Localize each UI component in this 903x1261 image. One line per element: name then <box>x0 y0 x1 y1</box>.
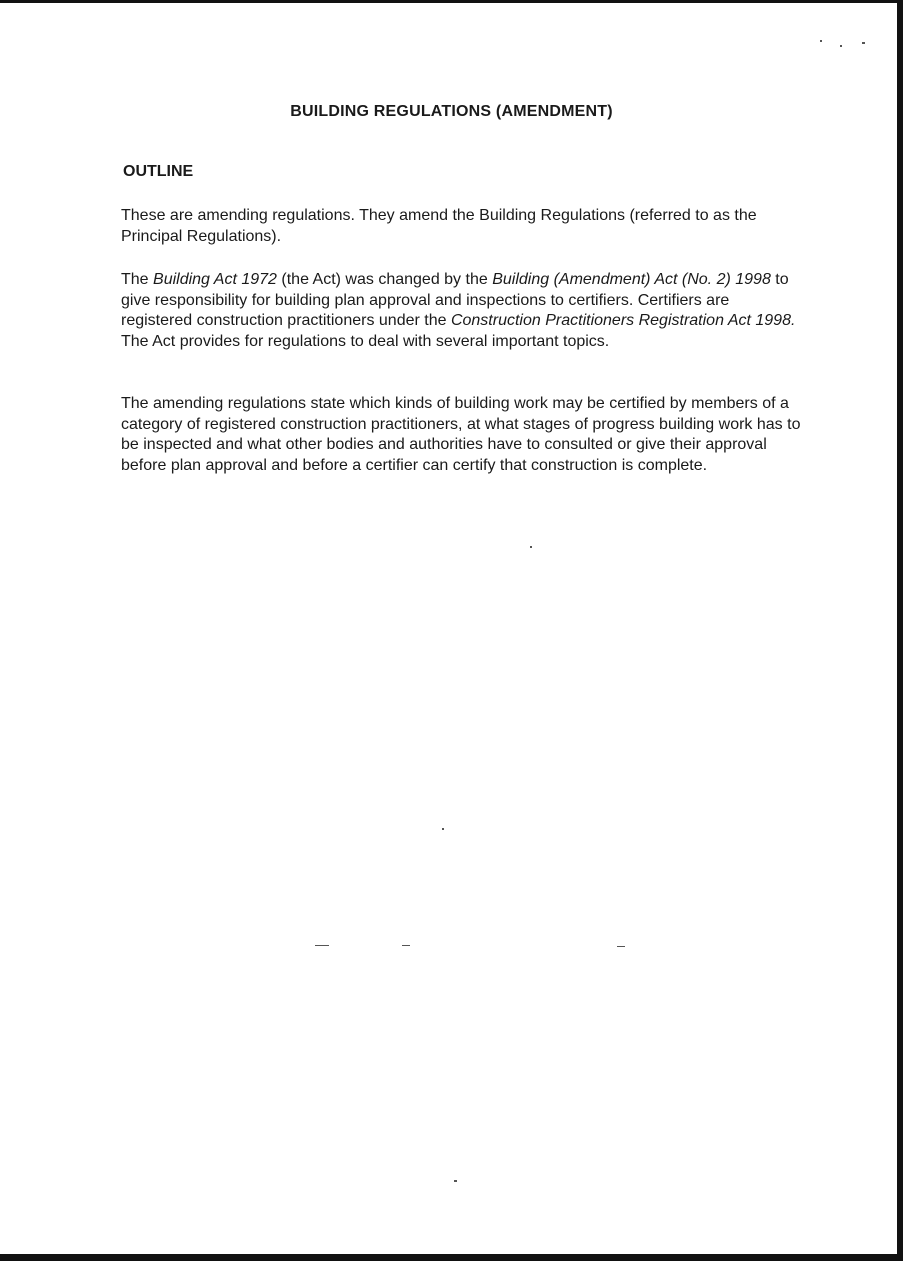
paragraph-intro: These are amending regulations. They amend the Building Regulations (referred to as the Principal Regulations). <box>121 207 757 245</box>
act-name-registration-act: Construction Practitioners Registration Act 1998. <box>450 312 796 329</box>
paragraph-regulations-scope: The amending regulations state which kinds of building work may be certified by members of a category of registered construction practitioners, at what stages of progress building work has to be inspected and what other bodies and authorities have to consulted or give their approval before plan approval and before a certifier can certify that construction is complete. <box>121 395 801 474</box>
scan-border-right <box>897 0 903 1261</box>
scan-speck <box>617 946 625 947</box>
act-name-amendment-act: Building (Amendment) Act (No. 2) 1998 <box>492 271 771 288</box>
scan-speck <box>315 945 329 946</box>
scan-border-bottom <box>0 1254 903 1261</box>
scan-border-top <box>0 0 903 3</box>
paragraph2-text-3: to give responsibility for building plan approval and inspections to certifiers. Certifiers are registered construction practitioners under the <box>121 271 789 329</box>
scan-speck <box>402 945 410 946</box>
act-name-building-act: Building Act 1972 <box>153 271 277 288</box>
scan-speck <box>442 828 444 830</box>
section-heading: OUTLINE <box>123 163 194 180</box>
scan-speck <box>530 546 532 548</box>
paragraph2-text-4: The Act provides for regulations to deal with several important topics. <box>121 332 610 350</box>
paragraph2-text-2: (the Act) was changed by the <box>276 271 493 288</box>
scan-speck <box>454 1180 457 1182</box>
paragraph-act-background <box>121 270 801 352</box>
scan-speck <box>840 45 842 47</box>
scan-speck <box>820 40 822 42</box>
paragraph2-text-1: The <box>121 271 154 288</box>
scan-speck <box>862 42 865 44</box>
document-title: BUILDING REGULATIONS (AMENDMENT) <box>290 103 613 120</box>
